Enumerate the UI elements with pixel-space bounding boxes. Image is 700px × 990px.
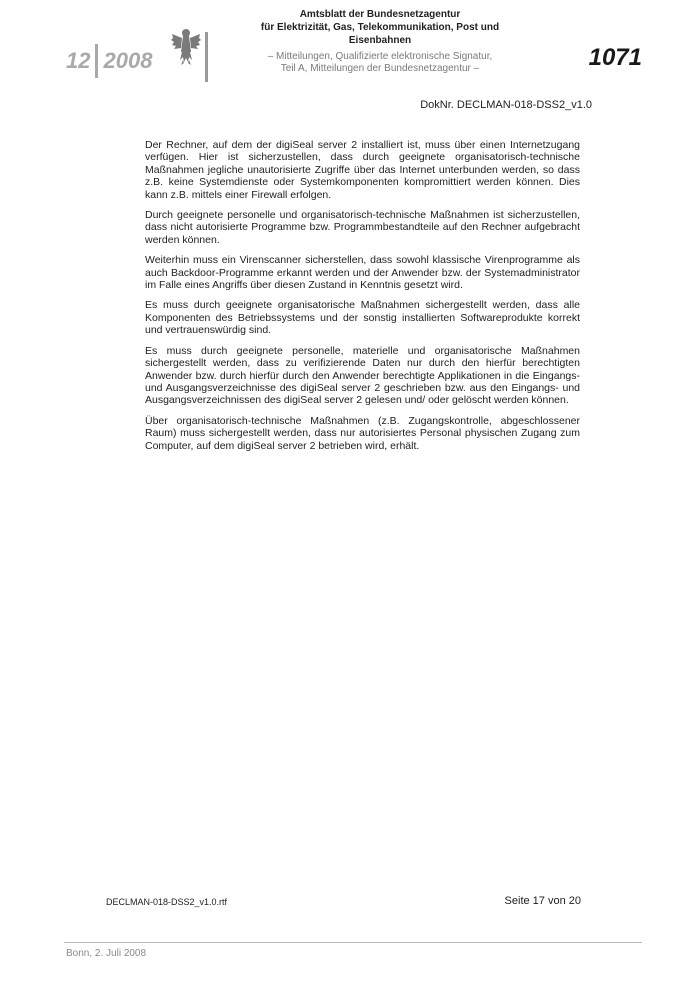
paragraph: Es muss durch geeignete organisatorische Maßnahmen sichergestellt werden, dass alle Komponenten des Betriebssystems und der sonstig installierten Softwareprodukte korrekt und vertrauenswürdig sind. — [145, 299, 580, 337]
issue-number-value: 12 — [66, 48, 91, 73]
paragraph: Es muss durch geeignete personelle, materielle und organisatorische Maßnahmen sichergestellt werden, dass zu verifizierende Daten nur durch den hierfür berechtigten Anwender bzw. durch hierfür durch den Anwender berechtigte Applikationen in die Eingangs- und Ausgangsverzeichnisse des digiSeal server 2 geschrieben bzw. aus den Eingangs- und Ausgangsverzeichnissen des digiSeal server 2 gelesen und/ oder gelöscht werden können. — [145, 344, 580, 407]
gazette-title — [230, 8, 530, 47]
issue-separator — [95, 44, 98, 78]
issue-number — [66, 44, 152, 78]
paragraph: Über organisatorisch-technische Maßnahmen (z.B. Zugangskontrolle, abgeschlossener Raum) muss sichergestellt werden, dass nur autorisiertes Personal physischen Zugang zum Computer, auf dem digiSeal server 2 betrieben wird, erhält. — [145, 414, 580, 452]
footer-page-info: Seite 17 von 20 — [504, 895, 581, 907]
gazette-subtitle — [230, 51, 530, 75]
bottom-divider — [64, 942, 642, 943]
paragraph: Weiterhin muss ein Virenscanner sicherstellen, dass sowohl klassische Virenprogramme als auch Backdoor-Programme erkannt werden und der Anwender bzw. der Systemadministrator im Falle eines Angriffs über diesen Zustand in Kenntnis gesetzt wird. — [145, 254, 580, 292]
gazette-title-line2: für Elektrizität, Gas, Telekommunikation, Post und Eisenbahnen — [260, 22, 500, 46]
paragraph: Der Rechner, auf dem der digiSeal server 2 installiert ist, muss über einen Internetzugang verfügen. Hier ist sicherzustellen, dass durch geeignete organisatorisch-technische Maßnahmen jegliche unautorisierte Zugriffe über das Internet unterbunden werden, so dass z.B. keine Systemdienste oder Systemkomponenten kompromittiert werden können. Dies kann z.B. mittels einer Firewall erfolgen. — [145, 139, 580, 201]
document-number: DokNr. DECLMAN-018-DSS2_v1.0 — [420, 99, 592, 111]
header-divider — [205, 32, 208, 82]
paragraph: Durch geeignete personelle und organisatorisch-technische Maßnahmen ist sicherzustellen, dass nicht autorisierte Programme bzw. Programmbestandteile auf den Rechner aufgebracht werden können. — [145, 209, 580, 246]
page-number: 1071 — [588, 44, 642, 71]
publication-date: Bonn, 2. Juli 2008 — [66, 948, 147, 959]
gazette-subtitle-line1: – Mitteilungen, Qualifizierte elektronische Signatur, — [267, 51, 493, 62]
gazette-title-line1: Amtsblatt der Bundesnetzagentur — [299, 9, 461, 20]
gazette-subtitle-line2: Teil A, Mitteilungen der Bundesnetzagentur – — [280, 63, 480, 74]
issue-year: 2008 — [103, 48, 153, 73]
document-body — [145, 139, 580, 460]
federal-eagle-icon — [170, 26, 202, 66]
footer-filename: DECLMAN-018-DSS2_v1.0.rtf — [106, 897, 228, 907]
